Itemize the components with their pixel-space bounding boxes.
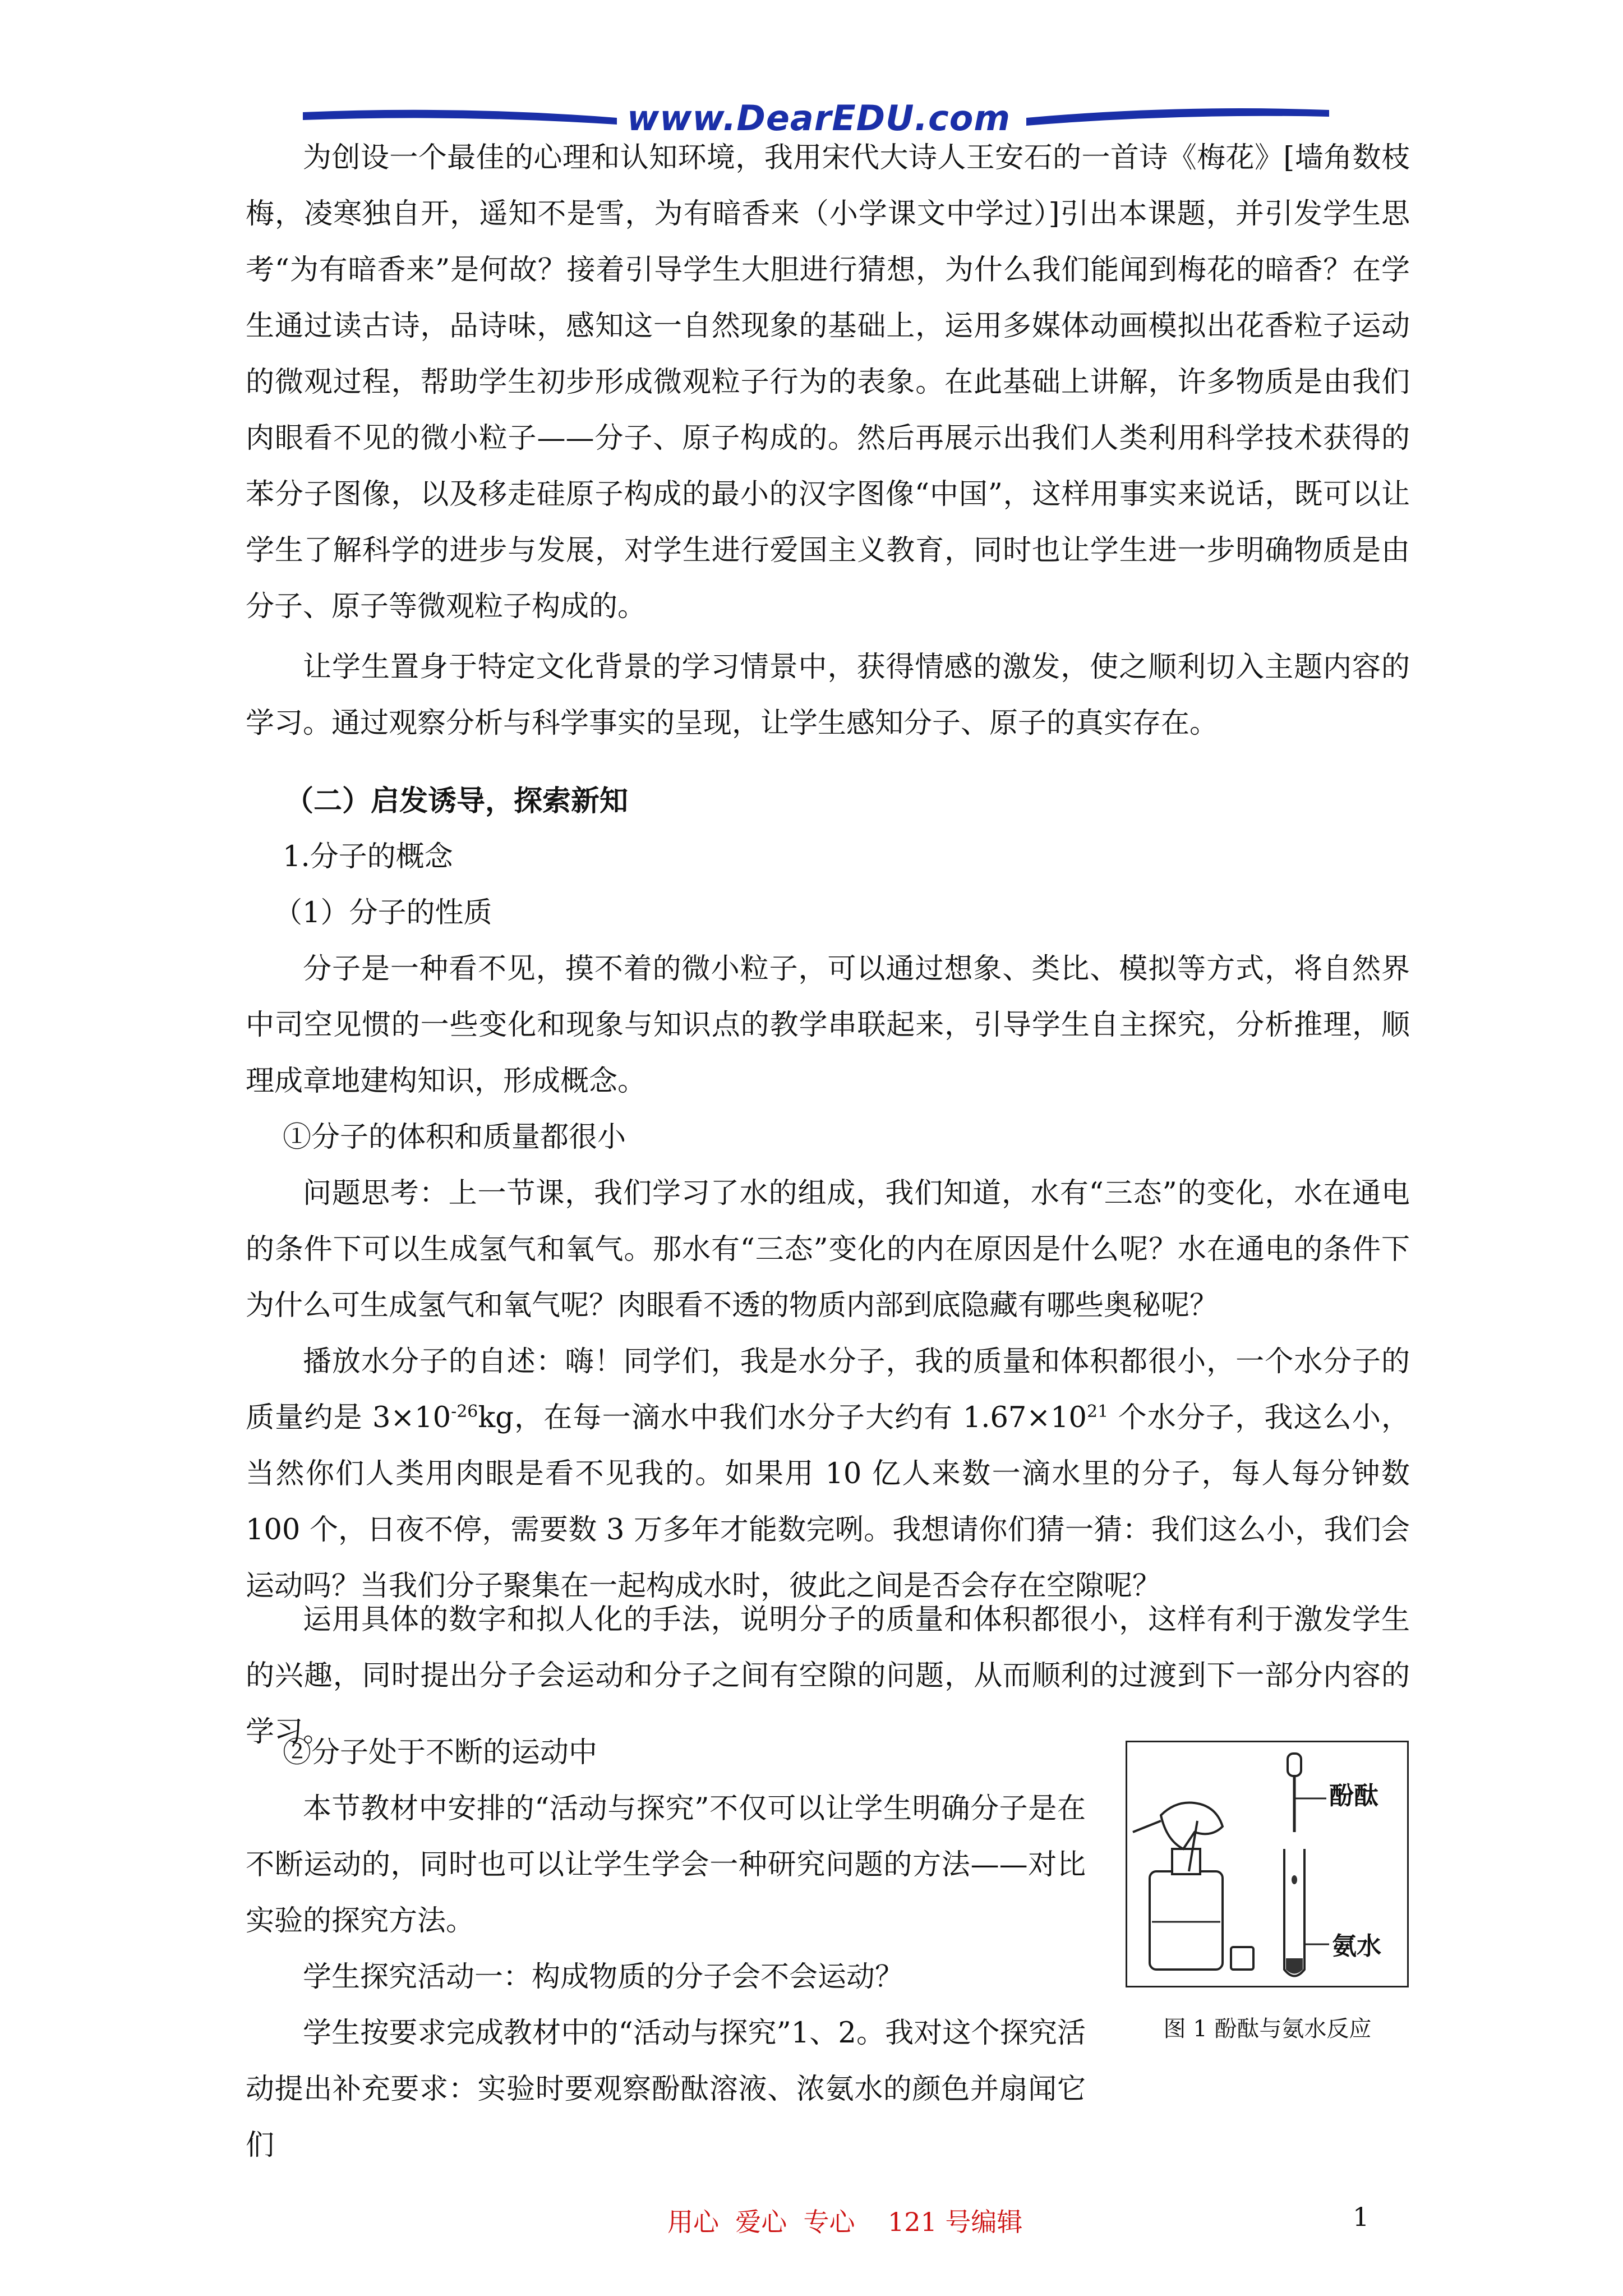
point-small-size: ①分子的体积和质量都很小 [283,1121,626,1154]
activity-paragraph: 本节教材中安排的“活动与探究”不仅可以让学生明确分子是在不断运动的，同时也可以让学生学会一种研究问题的方法——对比实验的探究方法。 [246,1792,1086,1938]
figure-label-top: 酚酞 [1329,1782,1378,1810]
sub-heading-concept: 1.分子的概念 [283,840,453,873]
section-heading: （二）启发诱导，探索新知 [285,784,629,818]
water-text-2: kg，在每一滴水中我们水分子大约有 1.67×10 [478,1401,1087,1434]
page-number: 1 [1353,2202,1370,2232]
last-paragraph: 学生按要求完成教材中的“活动与探究”1、2。我对这个探究活动提出补充要求：实验时要观察酚酞溶液、浓氨水的颜色并扇闻它们 [246,2017,1086,2162]
exponent-1: -26 [451,1402,478,1421]
rationale-paragraph: 让学生置身于特定文化背景的学习情景中，获得情感的激发，使之顺利切入主题内容的学习。通过观察分析与科学事实的呈现，让学生感知分子、原子的真实存在。 [246,651,1410,740]
experiment-illustration-icon [1127,1742,1407,1986]
water-text-3: 个水分子，我这么小，当然你们人类用肉眼是看不见我的。如果用 10 亿人来数一滴水里的分子，每人每分钟数 100 个，日夜不停，需要数 3 万多年才能数完咧。我想请你们猜一猜：我们这么小，我们会运动吗？当我们分子聚集在一起构成水时，彼此之间是否会存在空隙呢？ [246,1401,1410,1603]
point-motion: ②分子处于不断的运动中 [283,1736,598,1769]
intro-section [246,130,1410,635]
figure-caption: 图 1 酚酞与氨水反应 [1163,2016,1372,2042]
rationale-section [246,639,1410,752]
figure-label-bottom: 氨水 [1332,1932,1381,1961]
exponent-2: 21 [1087,1402,1109,1421]
water-text-1: 播放水分子的自述：嗨！同学们，我是水分子，我的质量和体积都很小，一个水分子的质量约是 3×10 [246,1345,1410,1434]
main-section [246,773,1410,1614]
experiment-figure [1126,1741,1409,1987]
intro-molecule-paragraph: 分子是一种看不见，摸不着的微小粒子，可以通过想象、类比、模拟等方式，将自然界中司空见惯的一些变化和现象与知识点的教学串联起来，引导学生自主探究，分析推理，顺理成章地建构知识，形成概念。 [246,953,1410,1098]
intro-paragraph: 为创设一个最佳的心理和认知环境，我用宋代大诗人王安石的一首诗《梅花》[墙角数枝梅，凌寒独自开，遥知不是雪，为有暗香来（小学课文中学过）]引出本课题，并引发学生思考“为有暗香来”是何故？接着引导学生大胆进行猜想，为什么我们能闻到梅花的暗香？在学生通过读古诗，品诗味，感知这一自然现象的基础上，运用多媒体动画模拟出花香粒子运动的微观过程，帮助学生初步形成微观粒子行为的表象。在此基础上讲解，许多物质是由我们肉眼看不见的微小粒子——分子、原子构成的。然后再展示出我们人类利用科学技术获得的苯分子图像，以及移走硅原子构成的最小的汉字图像“中国”，这样用事实来说话，既可以让学生了解科学的进步与发展，对学生进行爱国主义教育，同时也让学生进一步明确物质是由分子、原子等微观粒子构成的。 [246,141,1410,623]
motion-section [246,1725,1086,2174]
site-name[interactable]: www.DearEDU.com [626,98,1011,139]
summary-paragraph: 运用具体的数字和拟人化的手法，说明分子的质量和体积都很小，这样有利于激发学生的兴趣，同时提出分子会运动和分子之间有空隙的问题，从而顺利的过渡到下一部分内容的学习。 [246,1603,1410,1749]
footer-text: 用心 爱心 专心 121 号编辑 [667,2207,1023,2237]
water-molecule-paragraph [246,1334,1410,1614]
sub-heading-properties: （1）分子的性质 [274,896,492,930]
question-paragraph: 问题思考：上一节课，我们学习了水的组成，我们知道，水有“三态”的变化，水在通电的条件下可以生成氢气和氧气。那水有“三态”变化的内在原因是什么呢？水在通电的条件下为什么可生成氢气和氧气呢？肉眼看不透的物质内部到底隐藏有哪些奥秘呢？ [246,1177,1410,1322]
activity-title: 学生探究活动一：构成物质的分子会不会运动？ [303,1961,904,1994]
